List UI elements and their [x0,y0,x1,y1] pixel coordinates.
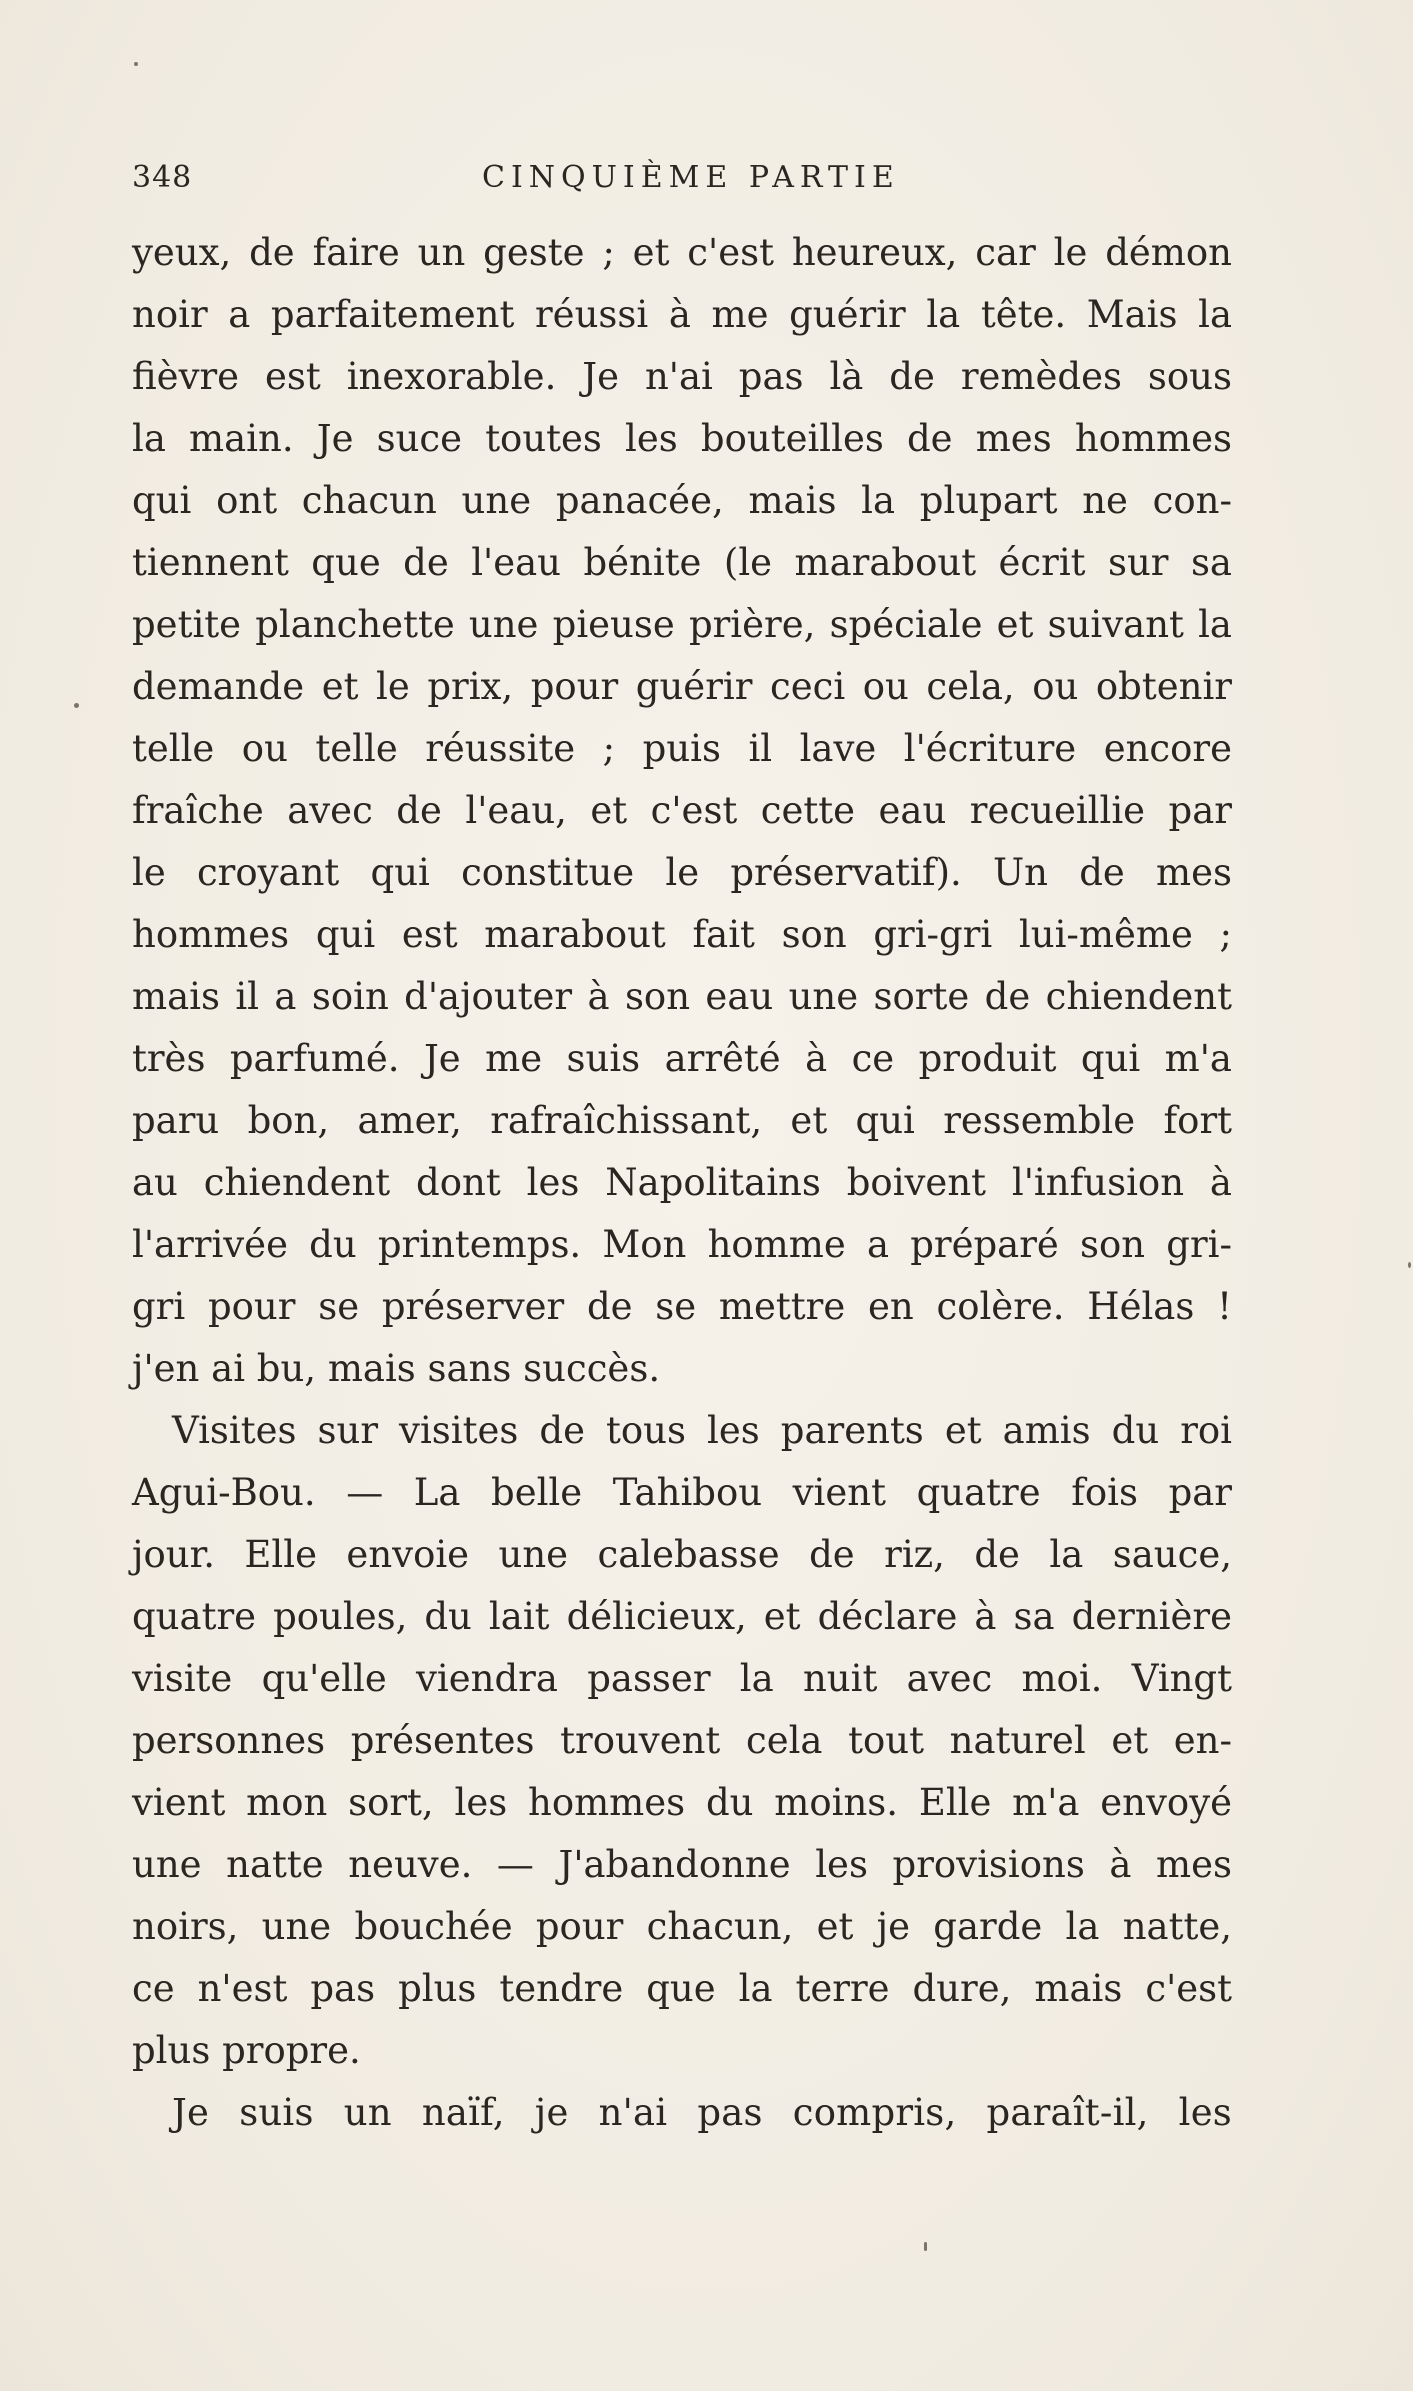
body-text [132,222,1232,2144]
text-line: mais il a soin d'ajouter à son eau une sorte de chiendent [132,975,1232,1018]
paper-speck [924,2242,927,2251]
text-line: yeux, de faire un geste ; et c'est heureux, car le démon [132,231,1232,274]
text-line: l'arrivée du printemps. Mon homme a préparé son gri- [132,1223,1232,1266]
text-line: le croyant qui constitue le préservatif). Un de mes [132,851,1232,894]
running-title: CINQUIÈME PARTIE [482,160,900,195]
text-line: au chiendent dont les Napolitains boivent l'infusion à [132,1161,1232,1204]
text-line: personnes présentes trouvent cela tout naturel et en- [132,1719,1232,1762]
text-line: une natte neuve. — J'abandonne les provisions à mes [132,1843,1232,1886]
running-header [132,160,1232,204]
text-line: très parfumé. Je me suis arrêté à ce produit qui m'a [132,1037,1232,1080]
text-line: gri pour se préserver de se mettre en colère. Hélas ! [132,1285,1232,1328]
text-line: noir a parfaitement réussi à me guérir la tête. Mais la [132,293,1232,336]
page-number: 348 [132,160,193,195]
paragraph-first-line: Je suis un naïf, je n'ai pas compris, paraît-il, les [172,2091,1232,2134]
paragraph-first-line: Visites sur visites de tous les parents et amis du roi [172,1409,1232,1452]
text-line: petite planchette une pieuse prière, spéciale et suivant la [132,603,1232,646]
text-line: hommes qui est marabout fait son gri-gri lui-même ; [132,913,1232,956]
text-line: j'en ai bu, mais sans succès. [132,1347,661,1390]
text-line: demande et le prix, pour guérir ceci ou cela, ou obtenir [132,665,1232,708]
text-line: telle ou telle réussite ; puis il lave l'écriture encore [132,727,1232,770]
text-line: tiennent que de l'eau bénite (le marabout écrit sur sa [132,541,1232,584]
text-line: ce n'est pas plus tendre que la terre dure, mais c'est [132,1967,1232,2010]
text-line: fraîche avec de l'eau, et c'est cette eau recueillie par [132,789,1232,832]
text-line: la main. Je suce toutes les bouteilles de mes hommes [132,417,1232,460]
paper-speck [134,62,138,66]
text-line: jour. Elle envoie une calebasse de riz, de la sauce, [132,1533,1232,1576]
paper-speck [74,703,79,708]
text-line: plus propre. [132,2029,361,2072]
text-line: fièvre est inexorable. Je n'ai pas là de remèdes sous [132,355,1232,398]
text-line: Agui-Bou. — La belle Tahibou vient quatre fois par [132,1471,1232,1514]
text-line: qui ont chacun une panacée, mais la plupart ne con- [132,479,1232,522]
text-line: quatre poules, du lait délicieux, et déclare à sa dernière [132,1595,1232,1638]
text-line: noirs, une bouchée pour chacun, et je garde la natte, [132,1905,1232,1948]
paper-speck [1408,1262,1411,1268]
text-line: visite qu'elle viendra passer la nuit avec moi. Vingt [132,1657,1232,1700]
text-line: vient mon sort, les hommes du moins. Elle m'a envoyé [132,1781,1232,1824]
text-line: paru bon, amer, rafraîchissant, et qui ressemble fort [132,1099,1232,1142]
